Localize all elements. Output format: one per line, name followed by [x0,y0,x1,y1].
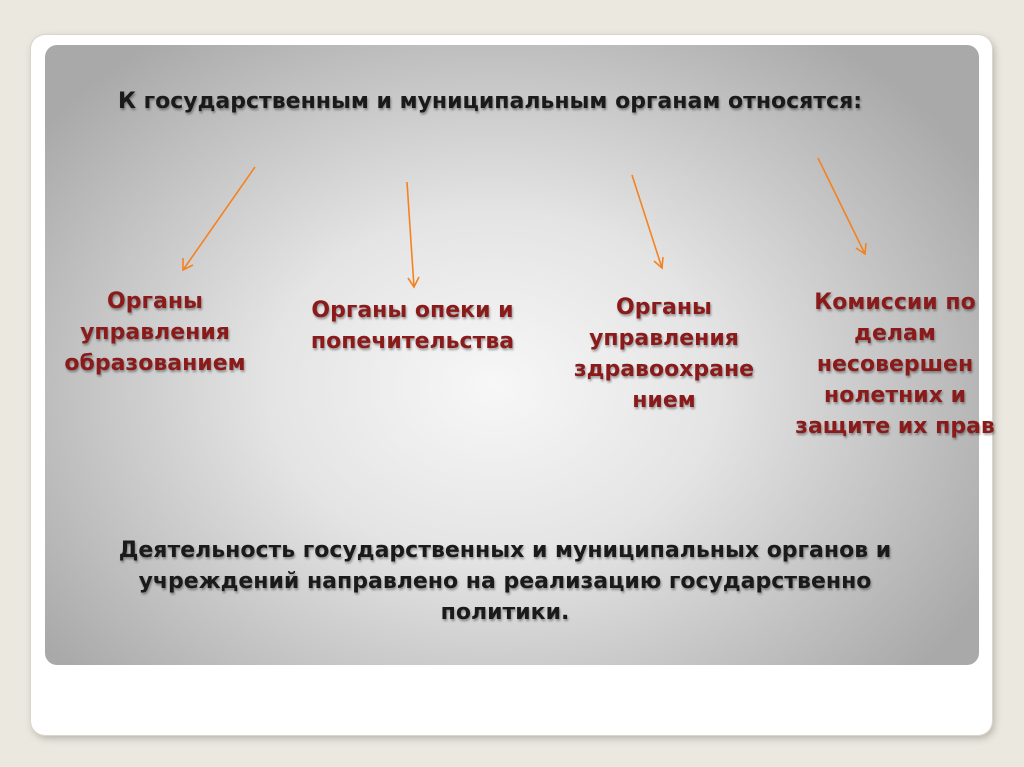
box-guardianship-authorities: Органы опеки и попечительства [310,298,515,354]
box-healthcare-authorities: Органы управления здравоохране нием [573,295,755,413]
box-education-authorities: Органы управления образованием [64,289,246,376]
box-juvenile-commission: Комиссии по делам несовершен нолетних и защите их прав [795,290,995,439]
slide-heading: К государственным и муниципальным органам относятся: [117,89,863,114]
slide-footer-text: Деятельность государственных и муниципальных органов и учреждений направлено на реализацию государственно политики. [118,538,892,625]
